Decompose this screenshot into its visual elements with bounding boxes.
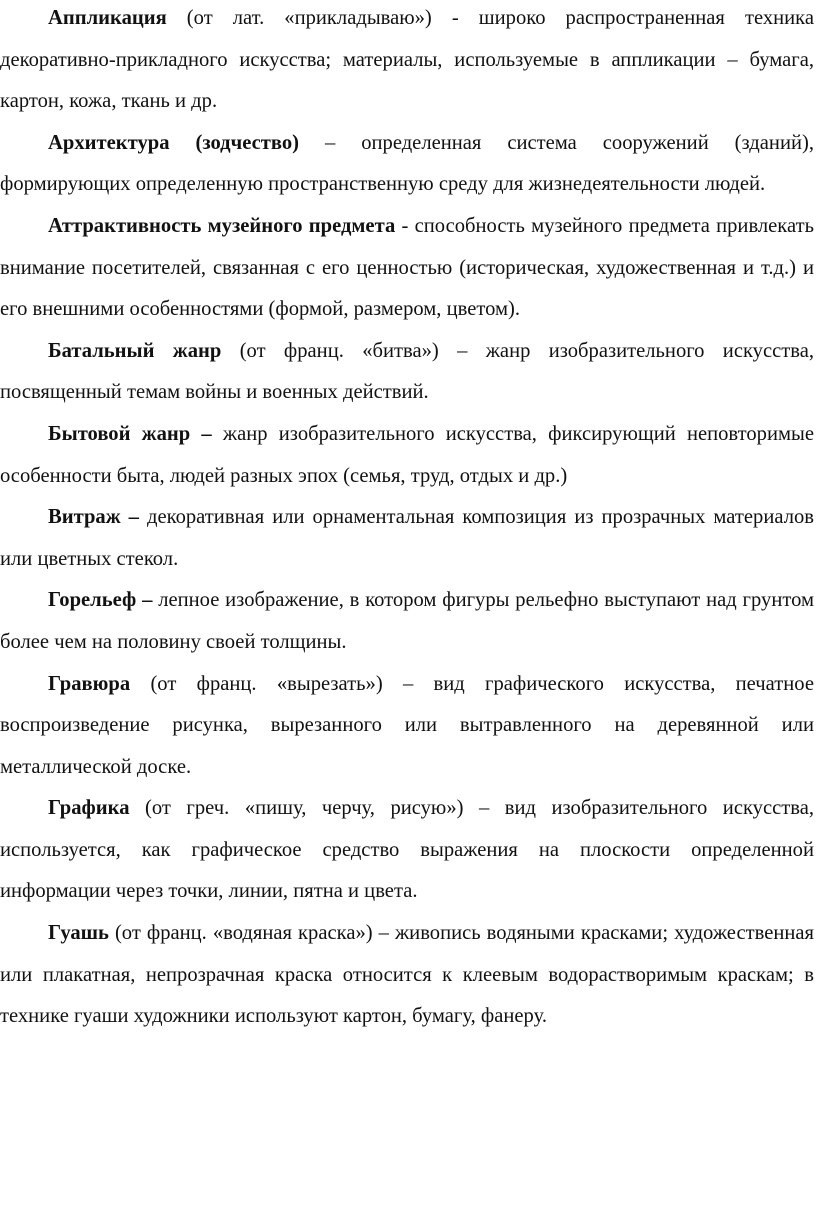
entry-definition: декоративная или орнаментальная композиция из прозрачных материалов или цветных стекол. [0,506,814,570]
glossary-entry-applikatsiya [0,0,814,123]
entry-term: Витраж – [48,506,139,529]
glossary-entry-vitrazh [0,497,814,580]
glossary-entry-gravyura [0,664,814,789]
entry-definition: – определенная система сооружений (зданий), формирующих определенную пространственную среду для жизнедеятельности людей. [0,131,814,196]
glossary-entry-gorelef [0,580,814,663]
entry-definition: (от лат. «прикладываю») - широко распространенная техника декоративно-прикладного искусства; материалы, используемые в аппликации – бумага, картон, кожа, ткань и др. [0,7,814,113]
entry-term: Батальный жанр [48,339,222,362]
glossary-entry-attraktivnost [0,206,814,331]
entry-definition: - способность музейного предмета привлекать внимание посетителей, связанная с его ценностью (историческая, художественная и т.д.) и его внешними особенностями (формой, размером, цветом). [0,214,815,321]
glossary-entry-bytovoy-zhanr [0,414,814,497]
glossary-entry-guash [0,913,814,1038]
glossary-entry-arkhitektura [0,123,814,206]
entry-term: Бытовой жанр – [48,422,212,445]
entry-definition: (от франц. «вырезать») – вид графического искусства, печатное воспроизведение рисунка, вырезанного или вытравленного на деревянной или металлической доске. [0,672,814,778]
glossary-entry-grafika [0,788,814,913]
entry-definition: (от франц. «битва») – жанр изобразительного искусства, посвященный темам войны и военных действий. [0,339,814,404]
glossary-entry-batalny-zhanr [0,331,814,414]
entry-definition: (от франц. «водяная краска») – живопись водяными красками; художественная или плакатная, непрозрачная краска относится к клеевым водорастворимым краскам; в технике гуаши художники используют картон, бумагу, фанеру. [0,922,814,1028]
entry-term: Гуашь [48,922,109,945]
entry-definition: жанр изобразительного искусства, фиксирующий неповторимые особенности быта, людей разных эпох (семья, труд, отдых и др.) [0,422,814,487]
entry-definition: (от греч. «пишу, черчу, рисую») – вид изобразительного искусства, используется, как графическое средство выражения на плоскости определенной информации через точки, линии, пятна и цвета. [0,797,814,903]
entry-term: Архитектура (зодчество) [48,131,299,154]
entry-term: Аттрактивность музейного предмета [48,214,396,237]
entry-definition: лепное изображение, в котором фигуры рельефно выступают над грунтом более чем на половину своей толщины. [0,589,815,653]
entry-term: Горельеф – [48,589,153,612]
entry-term: Гравюра [48,672,131,695]
entry-term: Аппликация [48,7,167,29]
entry-term: Графика [48,797,130,820]
